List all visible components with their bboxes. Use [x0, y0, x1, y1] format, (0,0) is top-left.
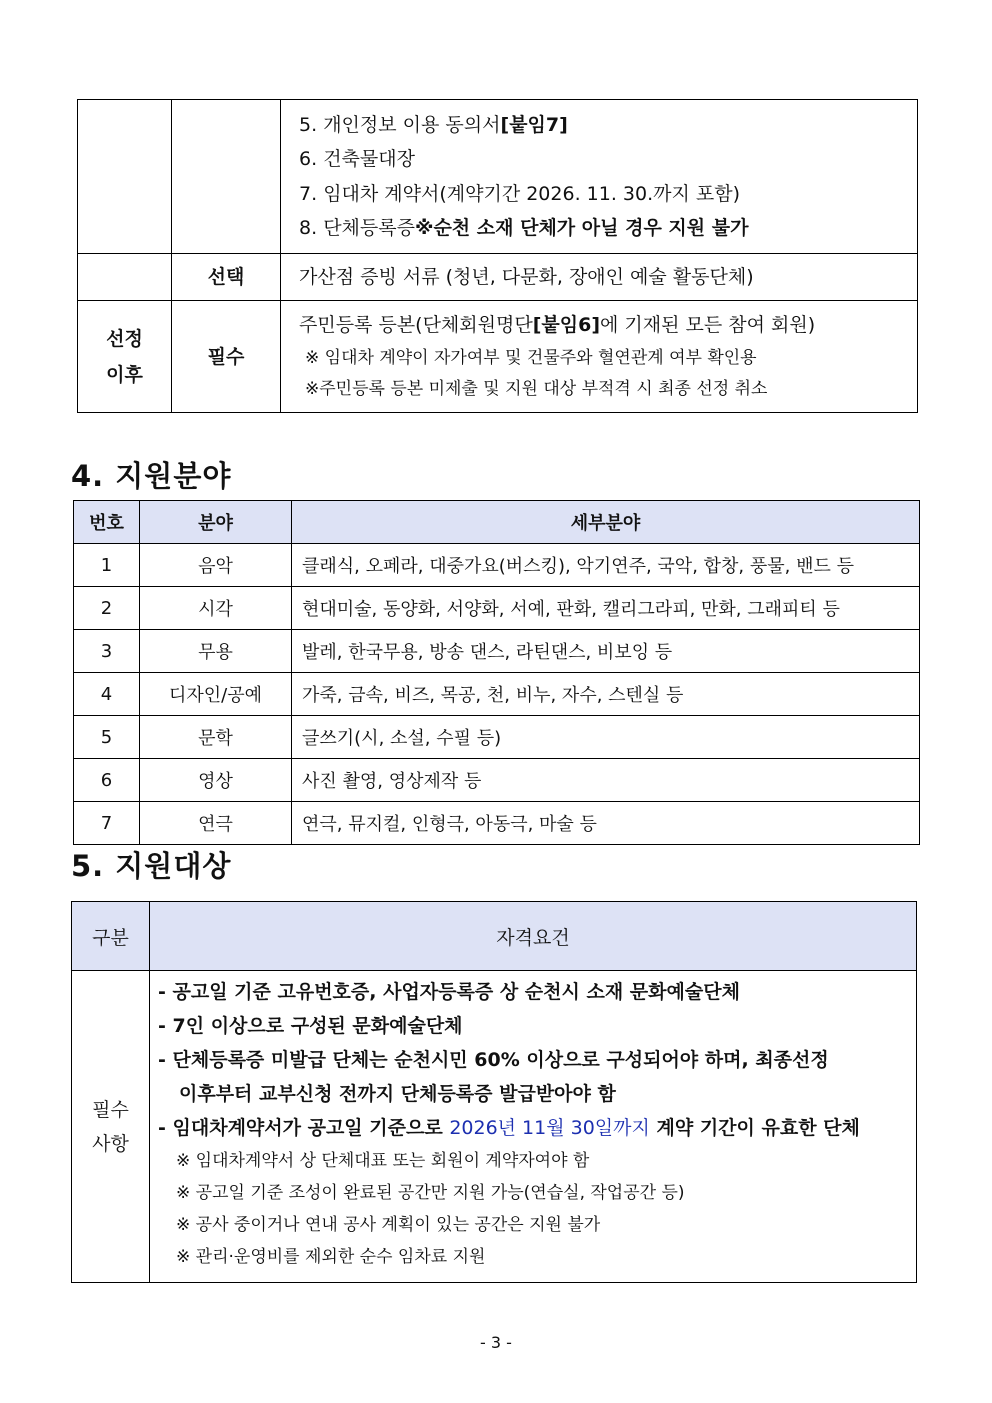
row-no: 6: [74, 759, 140, 802]
header-requirements: 자격요건: [150, 902, 917, 971]
table-row: [74, 587, 920, 630]
row-detail: 글쓰기(시, 소설, 수필 등): [292, 716, 920, 759]
note: ※주민등록 등본 미제출 및 지원 대상 부적격 시 최종 선정 취소: [305, 378, 768, 399]
header-no: 번호: [74, 501, 140, 544]
requirement-item: - 7인 이상으로 구성된 문화예술단체: [158, 1015, 463, 1037]
table-row: [74, 716, 920, 759]
row-field: 문학: [140, 716, 292, 759]
document-list: [281, 100, 918, 254]
empty-cell: [78, 100, 172, 254]
table-row: [74, 673, 920, 716]
resident-register-line: 주민등록 등본(단체회원명단[붙임6]에 기재된 모든 참여 회원): [299, 314, 816, 337]
row-detail: 연극, 뮤지컬, 인형극, 아동극, 마술 등: [292, 802, 920, 845]
note: ※ 임대차 계약이 자가여부 및 건물주와 혈연관계 여부 확인용: [305, 347, 757, 368]
empty-cell: [78, 254, 172, 301]
list-item: 5. 개인정보 이용 동의서[붙임7]: [299, 113, 568, 136]
table-row: [74, 544, 920, 587]
table-row: [74, 802, 920, 845]
requirement-item: - 공고일 기준 고유번호증, 사업자등록증 상 순천시 소재 문화예술단체: [158, 981, 740, 1003]
row-detail: 가죽, 금속, 비즈, 목공, 천, 비누, 자수, 스텐실 등: [292, 673, 920, 716]
row-no: 5: [74, 716, 140, 759]
document-table-top: [77, 99, 918, 413]
list-item: 6. 건축물대장: [299, 148, 415, 170]
support-field-table: [73, 500, 920, 845]
support-target-table: [71, 901, 917, 1283]
note: ※ 관리·운영비를 제외한 순수 임차료 지원: [176, 1247, 486, 1267]
row-field: 무용: [140, 630, 292, 673]
page-number: - 3 -: [480, 1333, 512, 1352]
row-field: 음악: [140, 544, 292, 587]
list-item: 8. 단체등록증※순천 소재 단체가 아닐 경우 지원 불가: [299, 217, 749, 239]
requirements-cell: [150, 971, 917, 1283]
row-detail: 발레, 한국무용, 방송 댄스, 라틴댄스, 비보잉 등: [292, 630, 920, 673]
required-label: 필수: [172, 301, 281, 413]
table-row: [74, 630, 920, 673]
optional-text: 가산점 증빙 서류 (청년, 다문화, 장애인 예술 활동단체): [281, 254, 918, 301]
row-no: 7: [74, 802, 140, 845]
section-4-heading: 4. 지원분야: [71, 459, 232, 493]
row-detail: 사진 촬영, 영상제작 등: [292, 759, 920, 802]
section-5-heading: 5. 지원대상: [71, 849, 232, 883]
row-field: 디자인/공예: [140, 673, 292, 716]
note: ※ 공고일 기준 조성이 완료된 공간만 지원 가능(연습실, 작업공간 등): [176, 1183, 685, 1203]
row-detail: 클래식, 오페라, 대중가요(버스킹), 악기연주, 국악, 합창, 풍물, 밴드 등: [292, 544, 920, 587]
note: ※ 공사 중이거나 연내 공사 계획이 있는 공간은 지원 불가: [176, 1215, 601, 1235]
table-row: [74, 759, 920, 802]
row-field: 시각: [140, 587, 292, 630]
after-selection-label: 선정 이후: [78, 301, 172, 413]
optional-label: 선택: [172, 254, 281, 301]
header-detail: 세부분야: [292, 501, 920, 544]
header-field: 분야: [140, 501, 292, 544]
row-field: 연극: [140, 802, 292, 845]
row-no: 1: [74, 544, 140, 587]
row-no: 4: [74, 673, 140, 716]
requirement-item: - 단체등록증 미발급 단체는 순천시민 60% 이상으로 구성되어야 하며, 최종선정 이후부터 교부신청 전까지 단체등록증 발급받아야 함: [158, 1049, 829, 1105]
header-category: 구분: [72, 902, 150, 971]
row-field: 영상: [140, 759, 292, 802]
row-no: 2: [74, 587, 140, 630]
after-selection-docs: [281, 301, 918, 413]
highlighted-date: 2026년 11월 30일까지: [449, 1117, 650, 1139]
empty-cell: [172, 100, 281, 254]
note: ※ 임대차계약서 상 단체대표 또는 회원이 계약자여야 함: [176, 1151, 590, 1171]
row-no: 3: [74, 630, 140, 673]
requirement-item: - 임대차계약서가 공고일 기준으로 2026년 11월 30일까지 계약 기간이 유효한 단체: [158, 1117, 860, 1139]
category-required: 필수 사항: [72, 971, 150, 1283]
list-item: 7. 임대차 계약서(계약기간 2026. 11. 30.까지 포함): [299, 182, 740, 205]
row-detail: 현대미술, 동양화, 서양화, 서예, 판화, 캘리그라피, 만화, 그래피티 등: [292, 587, 920, 630]
